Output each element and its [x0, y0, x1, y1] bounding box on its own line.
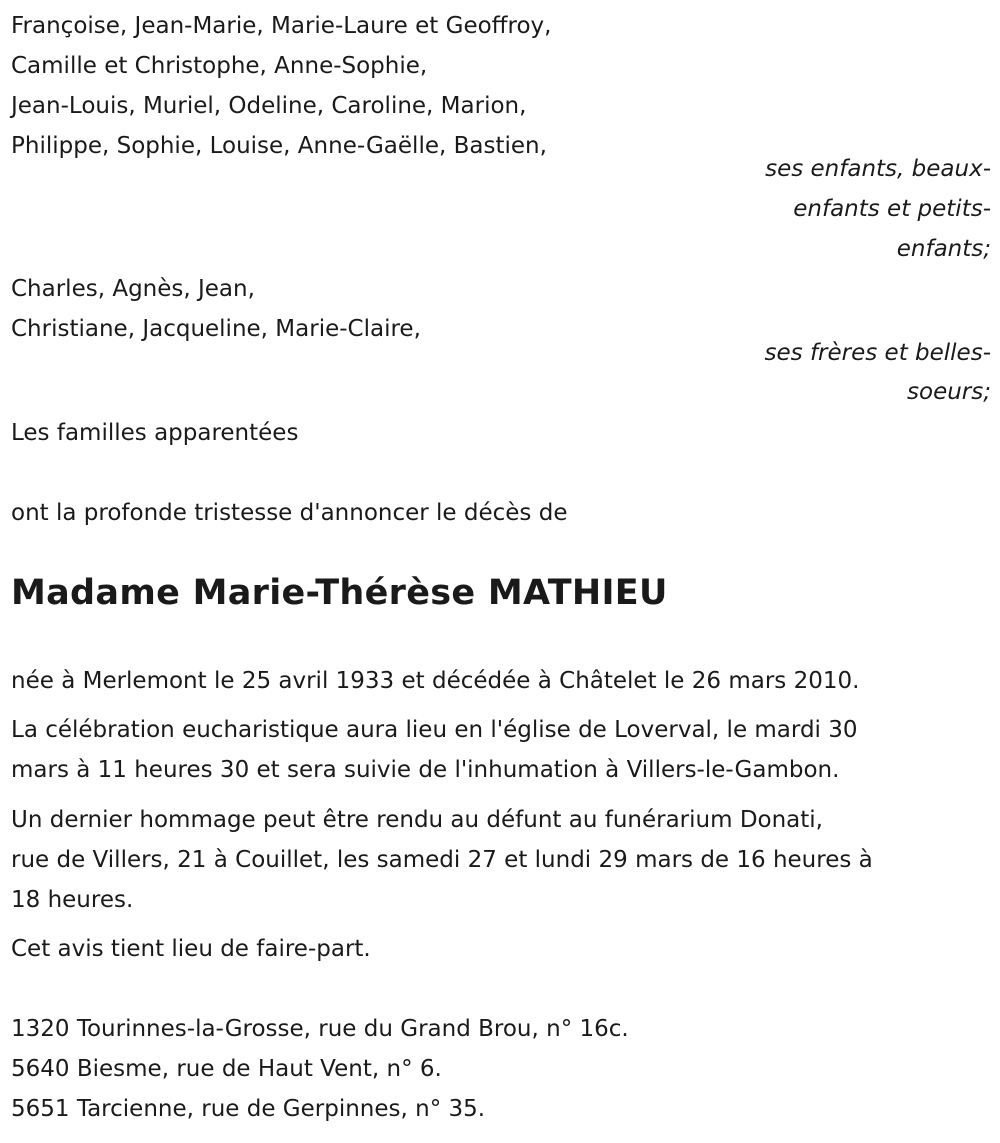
tribute-line-1: Un dernier hommage peut être rendu au défunt au funérarium Donati, [11, 807, 823, 833]
ceremony-line-2: mars à 11 heures 30 et sera suivie de l'inhumation à Villers-le-Gambon. [11, 757, 840, 783]
children-relation-line-2: enfants et petits- [793, 196, 991, 222]
siblings-relation-line-1: ses frères et belles- [764, 340, 991, 366]
children-relation-line-3: enfants; [896, 236, 991, 262]
siblings-line-2: Christiane, Jacqueline, Marie-Claire, [11, 316, 421, 342]
siblings-relation-line-2: soeurs; [907, 379, 991, 405]
notice-line: Cet avis tient lieu de faire-part. [11, 936, 371, 962]
address-line-3: 5651 Tarcienne, rue de Gerpinnes, n° 35. [11, 1096, 486, 1122]
children-line-2: Camille et Christophe, Anne-Sophie, [11, 53, 428, 79]
tribute-line-2: rue de Villers, 21 à Couillet, les samedi 27 et lundi 29 mars de 16 heures à [11, 847, 873, 873]
birth-death-line: née à Merlemont le 25 avril 1933 et décédée à Châtelet le 26 mars 2010. [11, 668, 860, 694]
address-line-1: 1320 Tourinnes-la-Grosse, rue du Grand Brou, n° 16c. [11, 1016, 629, 1042]
siblings-line-1: Charles, Agnès, Jean, [11, 276, 255, 302]
children-line-3: Jean-Louis, Muriel, Odeline, Caroline, Marion, [11, 93, 527, 119]
children-relation-line-1: ses enfants, beaux- [765, 156, 991, 182]
deceased-name: Madame Marie-Thérèse MATHIEU [11, 573, 668, 613]
announcement-text: ont la profonde tristesse d'annoncer le décès de [11, 500, 568, 526]
children-line-4: Philippe, Sophie, Louise, Anne-Gaëlle, Bastien, [11, 133, 547, 159]
tribute-line-3: 18 heures. [11, 887, 134, 913]
ceremony-line-1: La célébration eucharistique aura lieu en l'église de Loverval, le mardi 30 [11, 717, 858, 743]
address-line-2: 5640 Biesme, rue de Haut Vent, n° 6. [11, 1056, 442, 1082]
children-line-1: Françoise, Jean-Marie, Marie-Laure et Geoffroy, [11, 13, 552, 39]
families-line: Les familles apparentées [11, 420, 299, 446]
